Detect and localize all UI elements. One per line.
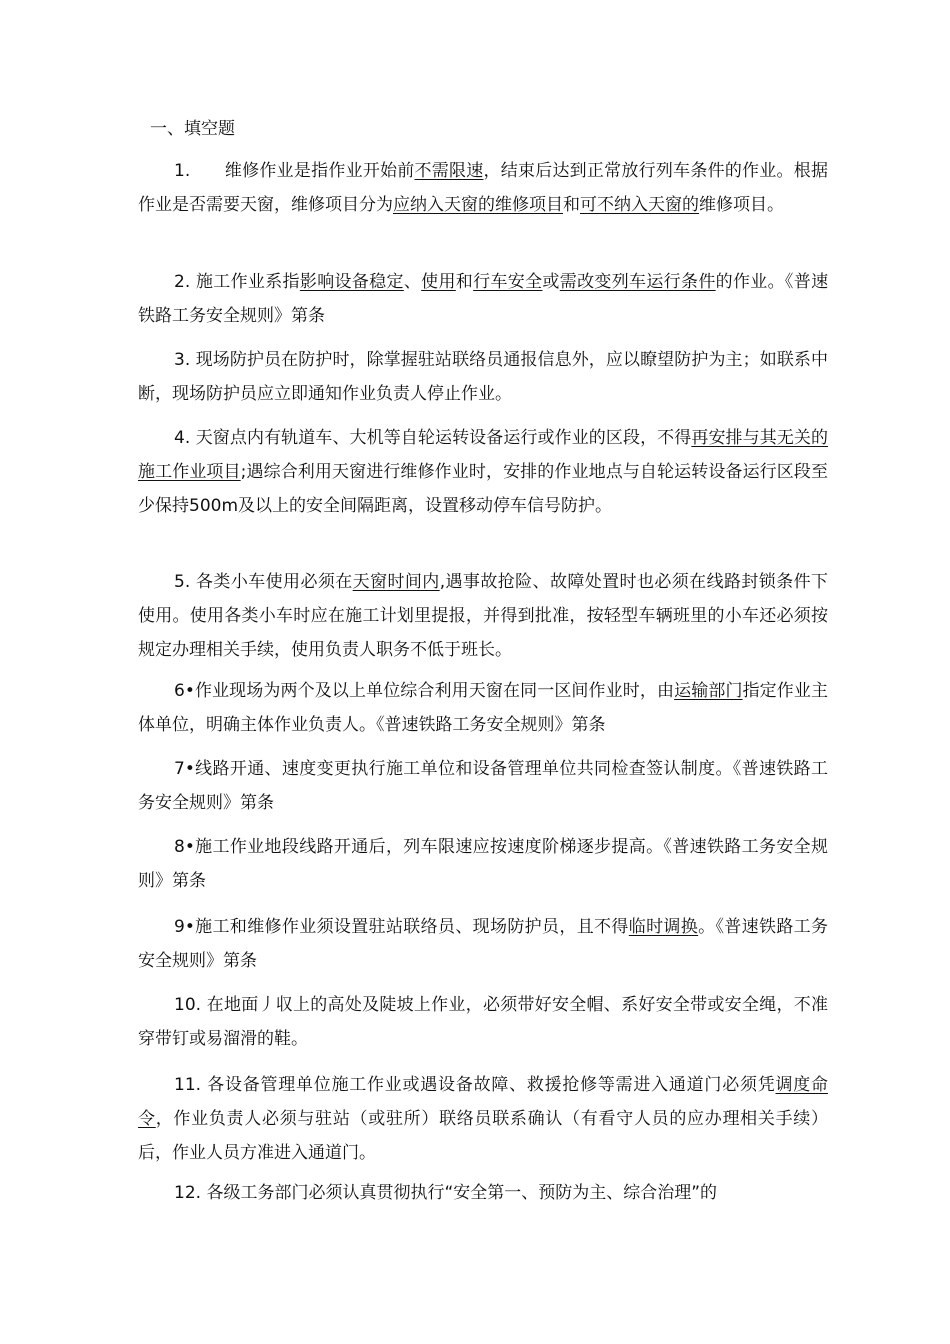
answer-blank: 不需限速 — [414, 161, 484, 181]
question-8: 8•施工作业地段线路开通后，列车限速应按速度阶梯逐步提高。《普速铁路工务安全规则》第条 — [138, 837, 828, 891]
answer-blank: 影响设备稳定 — [299, 272, 404, 292]
question-5: 5. 各类小车使用必须在天窗时间内,遇事故抢险、故障处置时也必须在线路封锁条件下使用。使用各类小车时应在施工计划里提报，并得到批准，按轻型车辆班里的小车还必须按规定办理相关手续，使用负责人职务不低于班长。 — [138, 572, 829, 660]
answer-blank: 使用 — [421, 272, 456, 292]
answer-blank: 天窗时间内 — [352, 572, 440, 592]
question-10: 10. 在地面丿収上的高处及陡坡上作业，必须带好安全帽、系好安全带或安全绳，不准穿带钉或易溜滑的鞋。 — [138, 995, 828, 1049]
question-3: 3. 现场防护员在防护时，除掌握驻站联络员通报信息外，应以瞭望防护为主；如联系中断，现场防护员应立即通知作业负责人停止作业。 — [138, 350, 828, 404]
question-12: 12. 各级工务部门必须认真贯彻执行“安全第一、预防为主、综合治理”的 — [174, 1183, 718, 1203]
question-1: 1. 维修作业是指作业开始前不需限速，结束后达到正常放行列车条件的作业。根据作业是否需要天窗，维修项目分为应纳入天窗的维修项目和可不纳入天窗的维修项目。 — [138, 161, 829, 215]
answer-blank: 可不纳入天窗的 — [580, 195, 699, 215]
question-7: 7•线路开通、速度变更执行施工单位和设备管理单位共同检查签认制度。《普速铁路工务安全规则》第条 — [138, 759, 828, 813]
question-4: 4. 天窗点内有轨道车、大机等自轮运转设备运行或作业的区段，不得再安排与其无关的施工作业项目;遇综合利用天窗进行维修作业时，安排的作业地点与自轮运转设备运行区段至少保持500m及以上的安全间隔距离，设置移动停车信号防护。 — [138, 428, 828, 516]
answer-blank: 再安排与其无关的施工作业项目 — [138, 428, 828, 482]
answer-blank: 临时调换 — [628, 917, 699, 937]
answer-blank: 调度命令 — [138, 1075, 828, 1129]
question-6: 6•作业现场为两个及以上单位综合利用天窗在同一区间作业时，由运输部门指定作业主体单位，明确主体作业负责人。《普速铁路工务安全规则》第条 — [138, 681, 829, 735]
answer-blank: 运输部门 — [674, 681, 743, 701]
section-heading: 一、填空题 — [150, 119, 235, 139]
answer-blank: 行车安全 — [473, 272, 543, 292]
question-2: 2. 施工作业系指影响设备稳定、使用和行车安全或需改变列车运行条件的作业。《普速铁路工务安全规则》第条 — [138, 272, 829, 326]
question-11: 11. 各设备管理单位施工作业或遇设备故障、救援抢修等需进入通道门必须凭调度命令，作业负责人必须与驻站（或驻所）联络员联系确认（有看守人员的应办理相关手续）后，作业人员方准进入通道门。 — [138, 1075, 829, 1163]
answer-blank: 需改变列车运行条件 — [559, 272, 716, 292]
answer-blank: 应纳入天窗的维修项目 — [393, 195, 563, 215]
question-9: 9•施工和维修作业须设置驻站联络员、现场防护员，且不得临时调换。《普速铁路工务安全规则》第条 — [138, 917, 829, 971]
